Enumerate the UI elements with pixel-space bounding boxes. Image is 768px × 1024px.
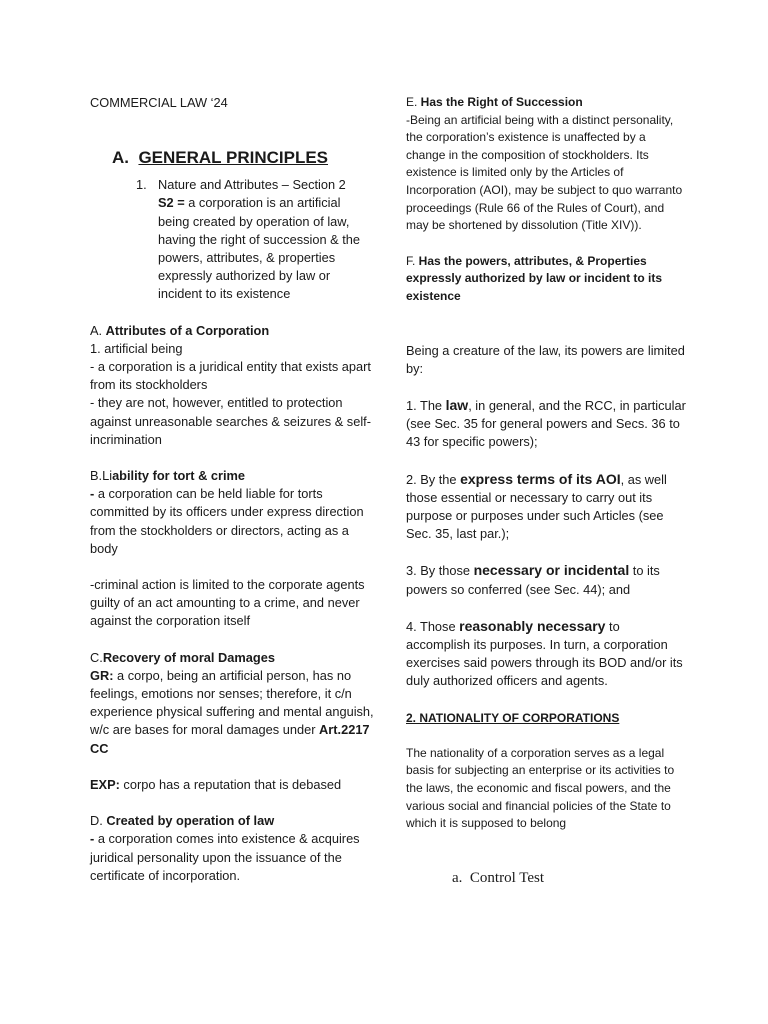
nationality-text: The nationality of a corporation serves as a legal basis for subjecting an enterprise or its activities to the laws, the economic and fiscal powers, and the various social and financial policies of the State to which it is supposed to belong xyxy=(406,745,675,831)
general-rule-text xyxy=(90,667,375,758)
limit-4: 4. Those reasonably necessary to accomplish its purposes. In turn, a corporation exercises said powers through its BOD and/or its duly authorized officers and agents. xyxy=(406,617,683,689)
limit-3-bold: necessary or incidental xyxy=(473,562,630,579)
attributes-letter: A. xyxy=(90,322,106,338)
article-ref: Art.2217 CC xyxy=(90,722,370,756)
section-heading-general-principles xyxy=(112,148,375,168)
nationality-heading xyxy=(406,709,686,727)
moral-damages-letter: C. xyxy=(90,649,103,665)
attribute-1b: - they are not, however, entitled to protection against unreasonable searches & seizures & self-incrimination xyxy=(90,395,371,447)
left-column xyxy=(90,94,375,885)
exp-body: corpo has a reputation that is debased xyxy=(119,776,342,792)
limit-1-bold: law xyxy=(445,396,469,413)
control-letter: a. xyxy=(452,869,463,886)
criminal-action-text: -criminal action is limited to the corporate agents guilty of an act amounting to a crime, and never against the corporation itself xyxy=(90,577,365,629)
liability-letter: B.Li xyxy=(90,468,113,484)
right-column xyxy=(406,94,686,887)
exception-text xyxy=(90,776,375,794)
attributes-heading xyxy=(90,322,375,340)
item-number: 1. xyxy=(136,177,147,193)
attribute-1a: - a corporation is a juridical entity that exists apart from its stockholders xyxy=(90,359,371,393)
gr-label: GR: xyxy=(90,667,114,683)
powers-heading xyxy=(406,253,686,306)
limit-2-bold: express terms of its AOI xyxy=(460,470,621,487)
section-letter: A. xyxy=(112,148,129,168)
document-title: COMMERCIAL LAW ‘24 xyxy=(90,95,228,110)
item-heading: Nature and Attributes – Section 2 xyxy=(158,177,346,193)
s2-text: a corporation is an artificial being created by operation of law, having the right of succession & the powers, attributes, & properties expressly authorized by law or incident to its existence xyxy=(158,195,361,302)
nationality-title: 2. NATIONALITY OF CORPORATIONS xyxy=(406,710,620,725)
attribute-1: 1. artificial being xyxy=(90,340,183,356)
liability-dash: - xyxy=(90,486,95,502)
liability-text xyxy=(90,485,375,558)
succession-text: -Being an artificial being with a distinct personality, the corporation’s existence is unaffected by a change in the composition of stockholders. Its existence is limited only by the Articles of Incorporation (AOI), may be subject to quo warranto proceedings (Rule 66 of the Rules of Court), and may be shortened by dissolution (Title XIV)). xyxy=(406,112,683,233)
item-definition xyxy=(158,194,375,303)
exp-label: EXP: xyxy=(90,776,120,792)
succession-letter: E. xyxy=(406,95,421,109)
limit-2: 2. By the express terms of its AOI, as well those essential or necessary to carry out its purpose or purposes under such Articles (see Sec. 35, last par.); xyxy=(406,470,667,542)
liability-body: a corporation can be held liable for torts committed by its officers under express direction from the stockholders or directors, acting as a body xyxy=(90,486,364,556)
s2-label: S2 = xyxy=(158,195,185,211)
moral-damages-title: Recovery of moral Damages xyxy=(102,649,275,665)
operation-title: Created by operation of law xyxy=(106,813,275,829)
succession-title: Has the Right of Succession xyxy=(420,95,583,109)
succession-heading xyxy=(406,94,686,112)
section-title: GENERAL PRINCIPLES xyxy=(138,148,329,168)
moral-damages-heading xyxy=(90,649,375,667)
operation-body: a corporation comes into existence & acquires juridical personality upon the issuance of the certificate of incorporation. xyxy=(90,831,360,883)
liability-title: ability for tort & crime xyxy=(112,468,246,484)
attributes-title: Attributes of a Corporation xyxy=(105,322,270,338)
powers-letter: F. xyxy=(406,253,419,268)
powers-title: Has the powers, attributes, & Properties expressly authorized by law or incident to its existence xyxy=(406,253,663,303)
numbered-item-1 xyxy=(136,176,375,303)
operation-letter: D. xyxy=(90,813,107,829)
operation-of-law-text xyxy=(90,830,375,885)
control-test-item xyxy=(452,869,686,887)
operation-of-law-heading xyxy=(90,812,375,830)
limited-by-text: Being a creature of the law, its powers are limited by: xyxy=(406,342,685,376)
limit-1: 1. The law, in general, and the RCC, in particular (see Sec. 35 for general powers and Secs. 36 to 43 for specific powers); xyxy=(406,396,686,450)
operation-dash: - xyxy=(90,831,95,847)
limit-3: 3. By those necessary or incidental to its powers so conferred (see Sec. 44); and xyxy=(406,562,660,597)
gr-body: a corpo, being an artificial person, has no feelings, emotions nor senses; therefore, it c/n experience physical suffering and mental anguish, w/c are bases for moral damages under xyxy=(90,667,374,738)
liability-heading xyxy=(90,467,375,485)
limit-4-bold: reasonably necessary xyxy=(459,617,606,634)
control-test-label: Control Test xyxy=(469,869,545,886)
